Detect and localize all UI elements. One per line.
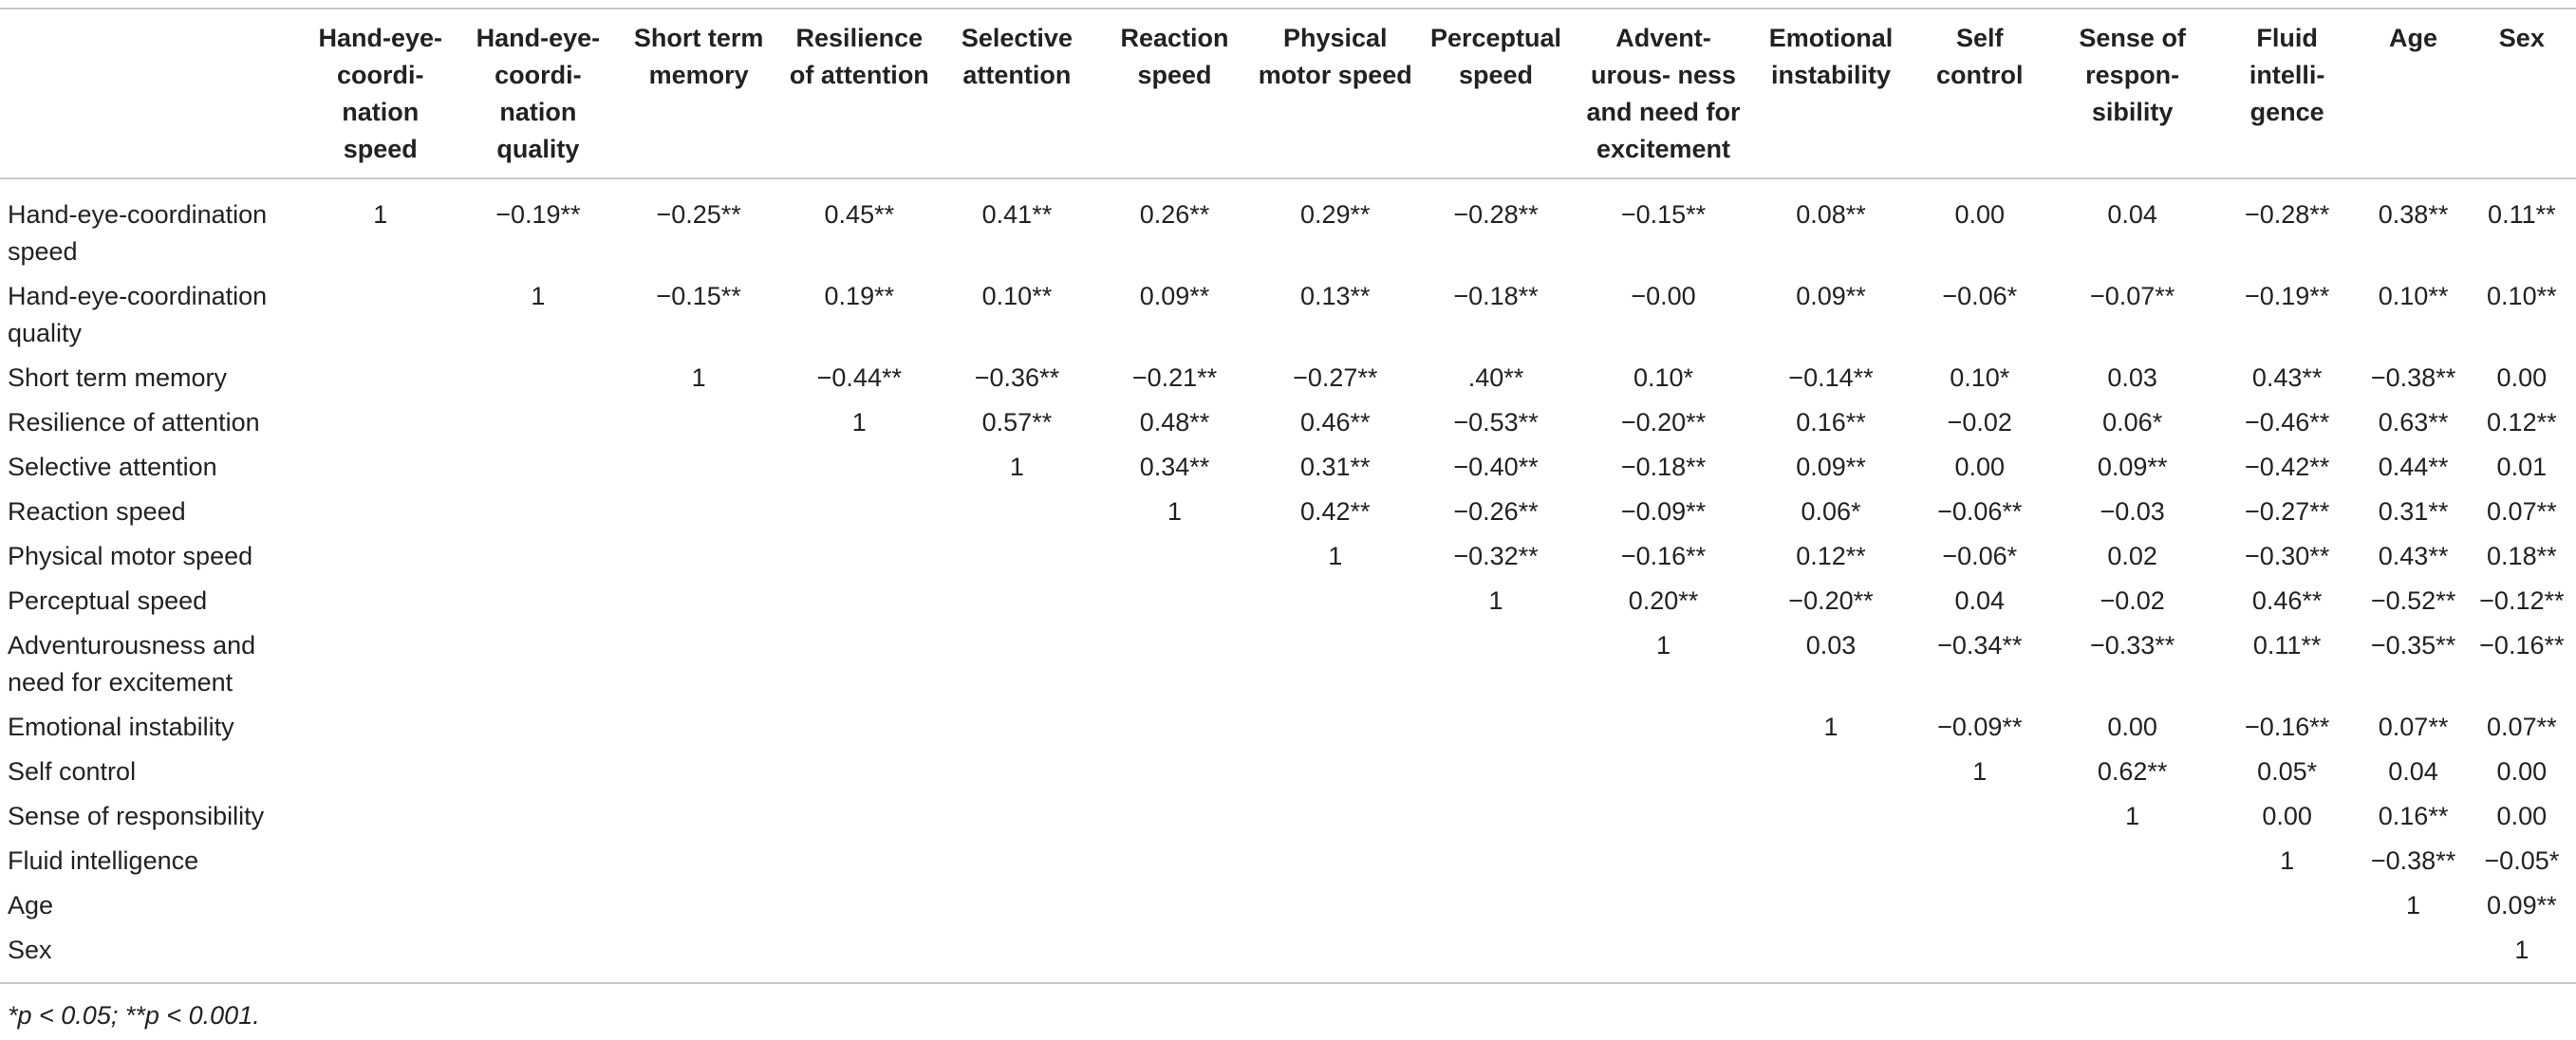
table-cell <box>1752 887 1910 932</box>
table-cell: 0.07** <box>2487 497 2557 526</box>
table-cell <box>302 404 459 449</box>
table-cell: .40** <box>1467 363 1524 392</box>
table-cell: 0.12** <box>1796 542 1866 570</box>
table-header <box>0 9 2576 178</box>
table-cell: 0.00 <box>2496 363 2548 392</box>
significance-footnote: *p < 0.05; **p < 0.001. <box>8 1001 260 1030</box>
table-cell <box>780 798 938 843</box>
table-row <box>0 843 2576 887</box>
table-cell: 0.62** <box>2097 757 2168 786</box>
table-cell: 1 <box>1167 497 1183 526</box>
table-cell <box>780 932 938 983</box>
table-cell: −0.25** <box>656 200 741 229</box>
table-cell <box>1254 843 1417 887</box>
table-cell: −0.02 <box>2100 586 2165 615</box>
table-cell <box>302 753 459 798</box>
table-cell: −0.09** <box>1937 713 2023 741</box>
table-cell: 1 <box>1488 586 1503 615</box>
table-cell: 0.41** <box>981 200 1053 229</box>
table-cell <box>1575 887 1752 932</box>
table-cell <box>938 887 1095 932</box>
table-row <box>0 449 2576 493</box>
table-cell: −0.06* <box>1942 542 2018 570</box>
table-cell: 0.31** <box>2378 497 2449 526</box>
table-cell: 0.09** <box>1796 453 1866 481</box>
table-cell: 0.43** <box>2251 363 2323 392</box>
table-cell <box>617 583 780 627</box>
table-cell: −0.28** <box>2244 200 2330 229</box>
table-cell <box>1417 932 1575 983</box>
table-cell <box>617 887 780 932</box>
table-cell <box>302 493 459 538</box>
table-cell <box>459 753 617 798</box>
table-cell: 1 <box>373 200 388 229</box>
table-cell <box>617 538 780 583</box>
table-cell: 0.20** <box>1628 586 1699 615</box>
row-label: Hand-eye-coordination speed <box>8 200 268 266</box>
table-row <box>0 627 2576 709</box>
table-cell <box>1910 843 2049 887</box>
row-label: Reaction speed <box>8 497 186 526</box>
table-cell <box>1254 932 1417 983</box>
table-cell <box>938 798 1095 843</box>
table-cell: 1 <box>531 282 546 310</box>
header-cell-advent-urous-ness-and-need-for-excitement: Advent-urous- ness and need for excitement <box>1586 24 1741 163</box>
row-label: Perceptual speed <box>8 586 208 615</box>
header-cell-short-term-memory: Short term memory <box>633 24 764 89</box>
table-cell <box>1254 709 1417 753</box>
table-cell: 0.13** <box>1299 282 1371 310</box>
header-cell-sex: Sex <box>2498 24 2545 52</box>
table-cell: 0.00 <box>2262 802 2312 830</box>
table-cell <box>1752 798 1910 843</box>
table-row <box>0 178 2576 278</box>
table-cell: −0.02 <box>1947 408 2012 436</box>
table-cell: −0.40** <box>1453 453 1539 481</box>
header-cell-hand-eye-coordi-nation-speed: Hand-eye-coordi-nation speed <box>318 24 443 163</box>
table-cell: −0.34** <box>1937 631 2023 659</box>
row-label: Short term memory <box>8 363 228 392</box>
table-cell <box>780 627 938 709</box>
table-cell: 0.04 <box>2107 200 2157 229</box>
table-cell <box>1254 753 1417 798</box>
table-cell: 0.43** <box>2378 542 2449 570</box>
row-label: Sense of responsibility <box>8 802 265 830</box>
table-cell: −0.14** <box>1788 363 1874 392</box>
table-cell <box>1095 843 1253 887</box>
table-cell <box>938 583 1095 627</box>
table-cell <box>1910 887 2049 932</box>
table-cell: 0.57** <box>981 408 1053 436</box>
table-cell <box>617 843 780 887</box>
table-cell <box>459 843 617 887</box>
row-label: Resilience of attention <box>8 408 260 436</box>
table-cell <box>459 583 617 627</box>
table-cell: 0.12** <box>2487 408 2557 436</box>
table-row <box>0 583 2576 627</box>
table-cell: 0.10** <box>981 282 1053 310</box>
table-cell <box>1254 798 1417 843</box>
table-cell: −0.52** <box>2370 586 2456 615</box>
table-cell: 1 <box>691 363 706 392</box>
table-cell: −0.21** <box>1131 363 1218 392</box>
table-cell: −0.38** <box>2370 363 2456 392</box>
table-cell <box>459 493 617 538</box>
table-cell <box>617 627 780 709</box>
table-cell <box>1095 709 1253 753</box>
header-cell-sense-of-respon-sibility: Sense of respon-sibility <box>2079 24 2186 126</box>
table-cell: −0.18** <box>1620 453 1707 481</box>
table-cell <box>938 538 1095 583</box>
table-cell <box>1575 843 1752 887</box>
table-cell <box>1417 627 1575 709</box>
table-cell: 1 <box>851 408 867 436</box>
table-cell: 0.44** <box>2378 453 2449 481</box>
table-cell <box>1752 932 1910 983</box>
table-cell <box>302 583 459 627</box>
table-cell: 0.09** <box>2487 891 2557 919</box>
table-cell <box>1417 843 1575 887</box>
table-cell <box>938 709 1095 753</box>
table-cell: 0.31** <box>1299 453 1371 481</box>
table-cell <box>1095 932 1253 983</box>
table-cell <box>617 932 780 983</box>
table-row <box>0 278 2576 360</box>
table-cell: 0.04 <box>2388 757 2438 786</box>
table-cell <box>780 843 938 887</box>
table-cell <box>1910 798 2049 843</box>
table-cell <box>459 887 617 932</box>
table-cell: 0.03 <box>1805 631 1857 659</box>
table-cell <box>938 753 1095 798</box>
table-cell: −0.33** <box>2089 631 2175 659</box>
table-cell: 0.34** <box>1139 453 1210 481</box>
table-cell <box>459 449 617 493</box>
table-cell <box>459 538 617 583</box>
table-cell <box>302 709 459 753</box>
table-cell: 0.38** <box>2378 200 2449 229</box>
table-cell <box>302 843 459 887</box>
table-cell: 0.01 <box>2496 453 2548 481</box>
table-cell: 0.09** <box>2097 453 2168 481</box>
table-cell: 0.10* <box>1950 363 2010 392</box>
table-cell: 0.29** <box>1299 200 1371 229</box>
table-cell: −0.53** <box>1453 408 1539 436</box>
table-body <box>0 178 2576 983</box>
table-cell <box>617 493 780 538</box>
table-cell <box>1254 583 1417 627</box>
row-label: Hand-eye-coordination quality <box>8 282 268 347</box>
row-label: Physical motor speed <box>8 542 253 570</box>
table-cell <box>302 449 459 493</box>
table-cell: 0.45** <box>824 200 895 229</box>
row-label: Self control <box>8 757 137 786</box>
header-cell-reaction-speed: Reaction speed <box>1120 24 1229 89</box>
table-row <box>0 887 2576 932</box>
table-cell <box>302 798 459 843</box>
table-cell <box>617 753 780 798</box>
table-cell: −0.44** <box>816 363 902 392</box>
table-cell: 0.18** <box>2487 542 2557 570</box>
table-cell: −0.06** <box>1937 497 2023 526</box>
table-cell: 0.08** <box>1796 200 1866 229</box>
row-label: Emotional instability <box>8 713 234 741</box>
table-cell: 0.42** <box>1299 497 1371 526</box>
correlation-table <box>0 8 2576 984</box>
table-cell <box>1575 798 1752 843</box>
table-cell: 0.00 <box>2107 713 2157 741</box>
table-cell <box>302 538 459 583</box>
table-cell <box>1254 887 1417 932</box>
table-cell: −0.20** <box>1788 586 1874 615</box>
header-cell-physical-motor-speed: Physical motor speed <box>1258 24 1412 89</box>
table-cell: 0.48** <box>1139 408 1210 436</box>
table-cell: −0.16** <box>2244 713 2330 741</box>
table-cell: 0.00 <box>1954 453 2006 481</box>
header-cell-selective-attention: Selective attention <box>961 24 1073 89</box>
table-cell: 0.07** <box>2378 713 2449 741</box>
table-cell: 0.16** <box>1796 408 1866 436</box>
table-cell <box>938 627 1095 709</box>
table-cell: −0.16** <box>2479 631 2565 659</box>
table-cell: 0.46** <box>1299 408 1371 436</box>
table-cell: −0.07** <box>2089 282 2175 310</box>
table-cell: −0.15** <box>1620 200 1707 229</box>
table-cell <box>1095 753 1253 798</box>
table-cell: −0.20** <box>1620 408 1707 436</box>
table-cell: 1 <box>1009 453 1024 481</box>
table-cell: 0.00 <box>1954 200 2006 229</box>
table-cell <box>1575 753 1752 798</box>
table-cell: 1 <box>1823 713 1839 741</box>
table-cell: 0.07** <box>2487 713 2557 741</box>
table-cell: −0.35** <box>2370 631 2456 659</box>
table-cell: 0.10** <box>2378 282 2449 310</box>
table-cell <box>2215 932 2360 983</box>
table-cell: 0.26** <box>1139 200 1210 229</box>
header-cell-empty <box>0 9 302 178</box>
table-cell <box>459 932 617 983</box>
table-row <box>0 932 2576 983</box>
table-cell <box>459 627 617 709</box>
table-cell: −0.27** <box>2244 497 2330 526</box>
table-cell: −0.46** <box>2244 408 2330 436</box>
table-cell: 1 <box>1972 757 1988 786</box>
table-cell: 0.03 <box>2107 363 2157 392</box>
table-cell: −0.12** <box>2479 586 2565 615</box>
table-cell <box>459 798 617 843</box>
table-cell: −0.15** <box>656 282 741 310</box>
table-row <box>0 709 2576 753</box>
table-cell <box>1417 709 1575 753</box>
table-cell <box>1752 843 1910 887</box>
header-cell-resilience-of-attention: Resilience of attention <box>789 24 929 89</box>
table-cell: 0.46** <box>2251 586 2323 615</box>
table-row <box>0 798 2576 843</box>
table-cell <box>780 493 938 538</box>
table-cell <box>780 538 938 583</box>
table-cell: 1 <box>2406 891 2421 919</box>
table-cell: 0.05* <box>2257 757 2318 786</box>
table-cell: 0.10* <box>1633 363 1694 392</box>
table-cell <box>1417 753 1575 798</box>
table-cell <box>2359 932 2467 983</box>
header-cell-perceptual-speed: Perceptual speed <box>1429 24 1562 89</box>
table-cell <box>1254 627 1417 709</box>
table-cell <box>780 709 938 753</box>
header-cell-hand-eye-coordi-nation-quality: Hand-eye-coordi-nation quality <box>476 24 601 163</box>
header-row <box>0 9 2576 178</box>
table-cell <box>302 887 459 932</box>
table-cell <box>2049 843 2214 887</box>
table-cell: 0.11** <box>2488 200 2556 229</box>
table-cell <box>302 932 459 983</box>
table-cell: 1 <box>2468 932 2576 983</box>
row-label: Selective attention <box>8 453 217 481</box>
row-label: Age <box>8 891 54 919</box>
table-cell: −0.05* <box>2484 846 2560 875</box>
table-cell: −0.00 <box>1631 282 1696 310</box>
header-cell-age: Age <box>2389 24 2438 52</box>
table-cell: −0.09** <box>1620 497 1707 526</box>
table-cell <box>617 449 780 493</box>
table-cell: −0.30** <box>2244 542 2330 570</box>
table-cell <box>1417 798 1575 843</box>
table-cell: 0.00 <box>2496 757 2548 786</box>
table-cell: 0.09** <box>1139 282 1210 310</box>
table-cell: 0.63** <box>2378 408 2449 436</box>
table-cell <box>1095 887 1253 932</box>
table-cell: −0.42** <box>2244 453 2330 481</box>
table-row <box>0 753 2576 798</box>
table-cell: −0.27** <box>1293 363 1378 392</box>
table-cell: −0.28** <box>1453 200 1539 229</box>
table-cell: −0.32** <box>1453 542 1539 570</box>
table-cell <box>459 709 617 753</box>
table-row <box>0 538 2576 583</box>
table-cell <box>2215 887 2360 932</box>
table-cell: −0.38** <box>2370 846 2456 875</box>
table-cell <box>1910 932 2049 983</box>
header-cell-emotional-instability: Emotional instability <box>1768 24 1894 89</box>
table-cell: 0.11** <box>2252 631 2322 659</box>
table-cell <box>938 493 1095 538</box>
table-cell <box>1575 709 1752 753</box>
table-cell: −0.26** <box>1453 497 1539 526</box>
table-cell: −0.16** <box>1620 542 1707 570</box>
table-cell: −0.03 <box>2100 497 2165 526</box>
table-cell <box>1095 798 1253 843</box>
table-cell <box>1095 583 1253 627</box>
table-cell <box>1095 627 1253 709</box>
row-label: Fluid intelligence <box>8 846 199 875</box>
table-cell <box>459 360 617 404</box>
table-cell: 0.02 <box>2107 542 2157 570</box>
table-cell <box>617 798 780 843</box>
row-label: Adventurousness and need for excitement <box>8 631 256 696</box>
table-cell <box>780 583 938 627</box>
table-cell: 0.10** <box>2487 282 2557 310</box>
table-cell <box>1417 887 1575 932</box>
table-cell: 1 <box>2125 802 2140 830</box>
table-cell <box>780 753 938 798</box>
table-cell: −0.36** <box>974 363 1060 392</box>
table-cell <box>2049 932 2214 983</box>
table-cell: 0.19** <box>824 282 895 310</box>
table-cell: 0.16** <box>2378 802 2449 830</box>
table-cell: 1 <box>1655 631 1671 659</box>
table-cell <box>938 843 1095 887</box>
table-cell: 0.00 <box>2496 802 2548 830</box>
table-cell <box>2049 887 2214 932</box>
row-label: Sex <box>0 932 302 983</box>
table-cell <box>617 709 780 753</box>
table-row <box>0 404 2576 449</box>
table-cell <box>302 278 459 360</box>
table-cell <box>302 627 459 709</box>
table-cell <box>617 404 780 449</box>
table-cell: −0.06* <box>1942 282 2018 310</box>
table-cell: −0.18** <box>1453 282 1539 310</box>
table-row <box>0 360 2576 404</box>
table-cell: 0.06* <box>2102 408 2163 436</box>
header-cell-self-control: Self control <box>1935 24 2024 89</box>
table-cell <box>459 404 617 449</box>
table-cell: 0.04 <box>1954 586 2006 615</box>
table-cell <box>302 360 459 404</box>
table-cell: 0.09** <box>1796 282 1866 310</box>
table-cell <box>1575 932 1752 983</box>
table-cell: 1 <box>1328 542 1343 570</box>
header-cell-fluid-intelli-gence: Fluid intelli-gence <box>2249 24 2325 126</box>
table-cell: 0.06* <box>1801 497 1861 526</box>
table-cell: 1 <box>2280 846 2295 875</box>
table-cell <box>1095 538 1253 583</box>
table-cell: −0.19** <box>495 200 581 229</box>
table-cell <box>780 887 938 932</box>
table-cell <box>1752 753 1910 798</box>
table-cell: −0.19** <box>2244 282 2330 310</box>
table-cell <box>938 932 1095 983</box>
table-row <box>0 493 2576 538</box>
table-cell <box>780 449 938 493</box>
